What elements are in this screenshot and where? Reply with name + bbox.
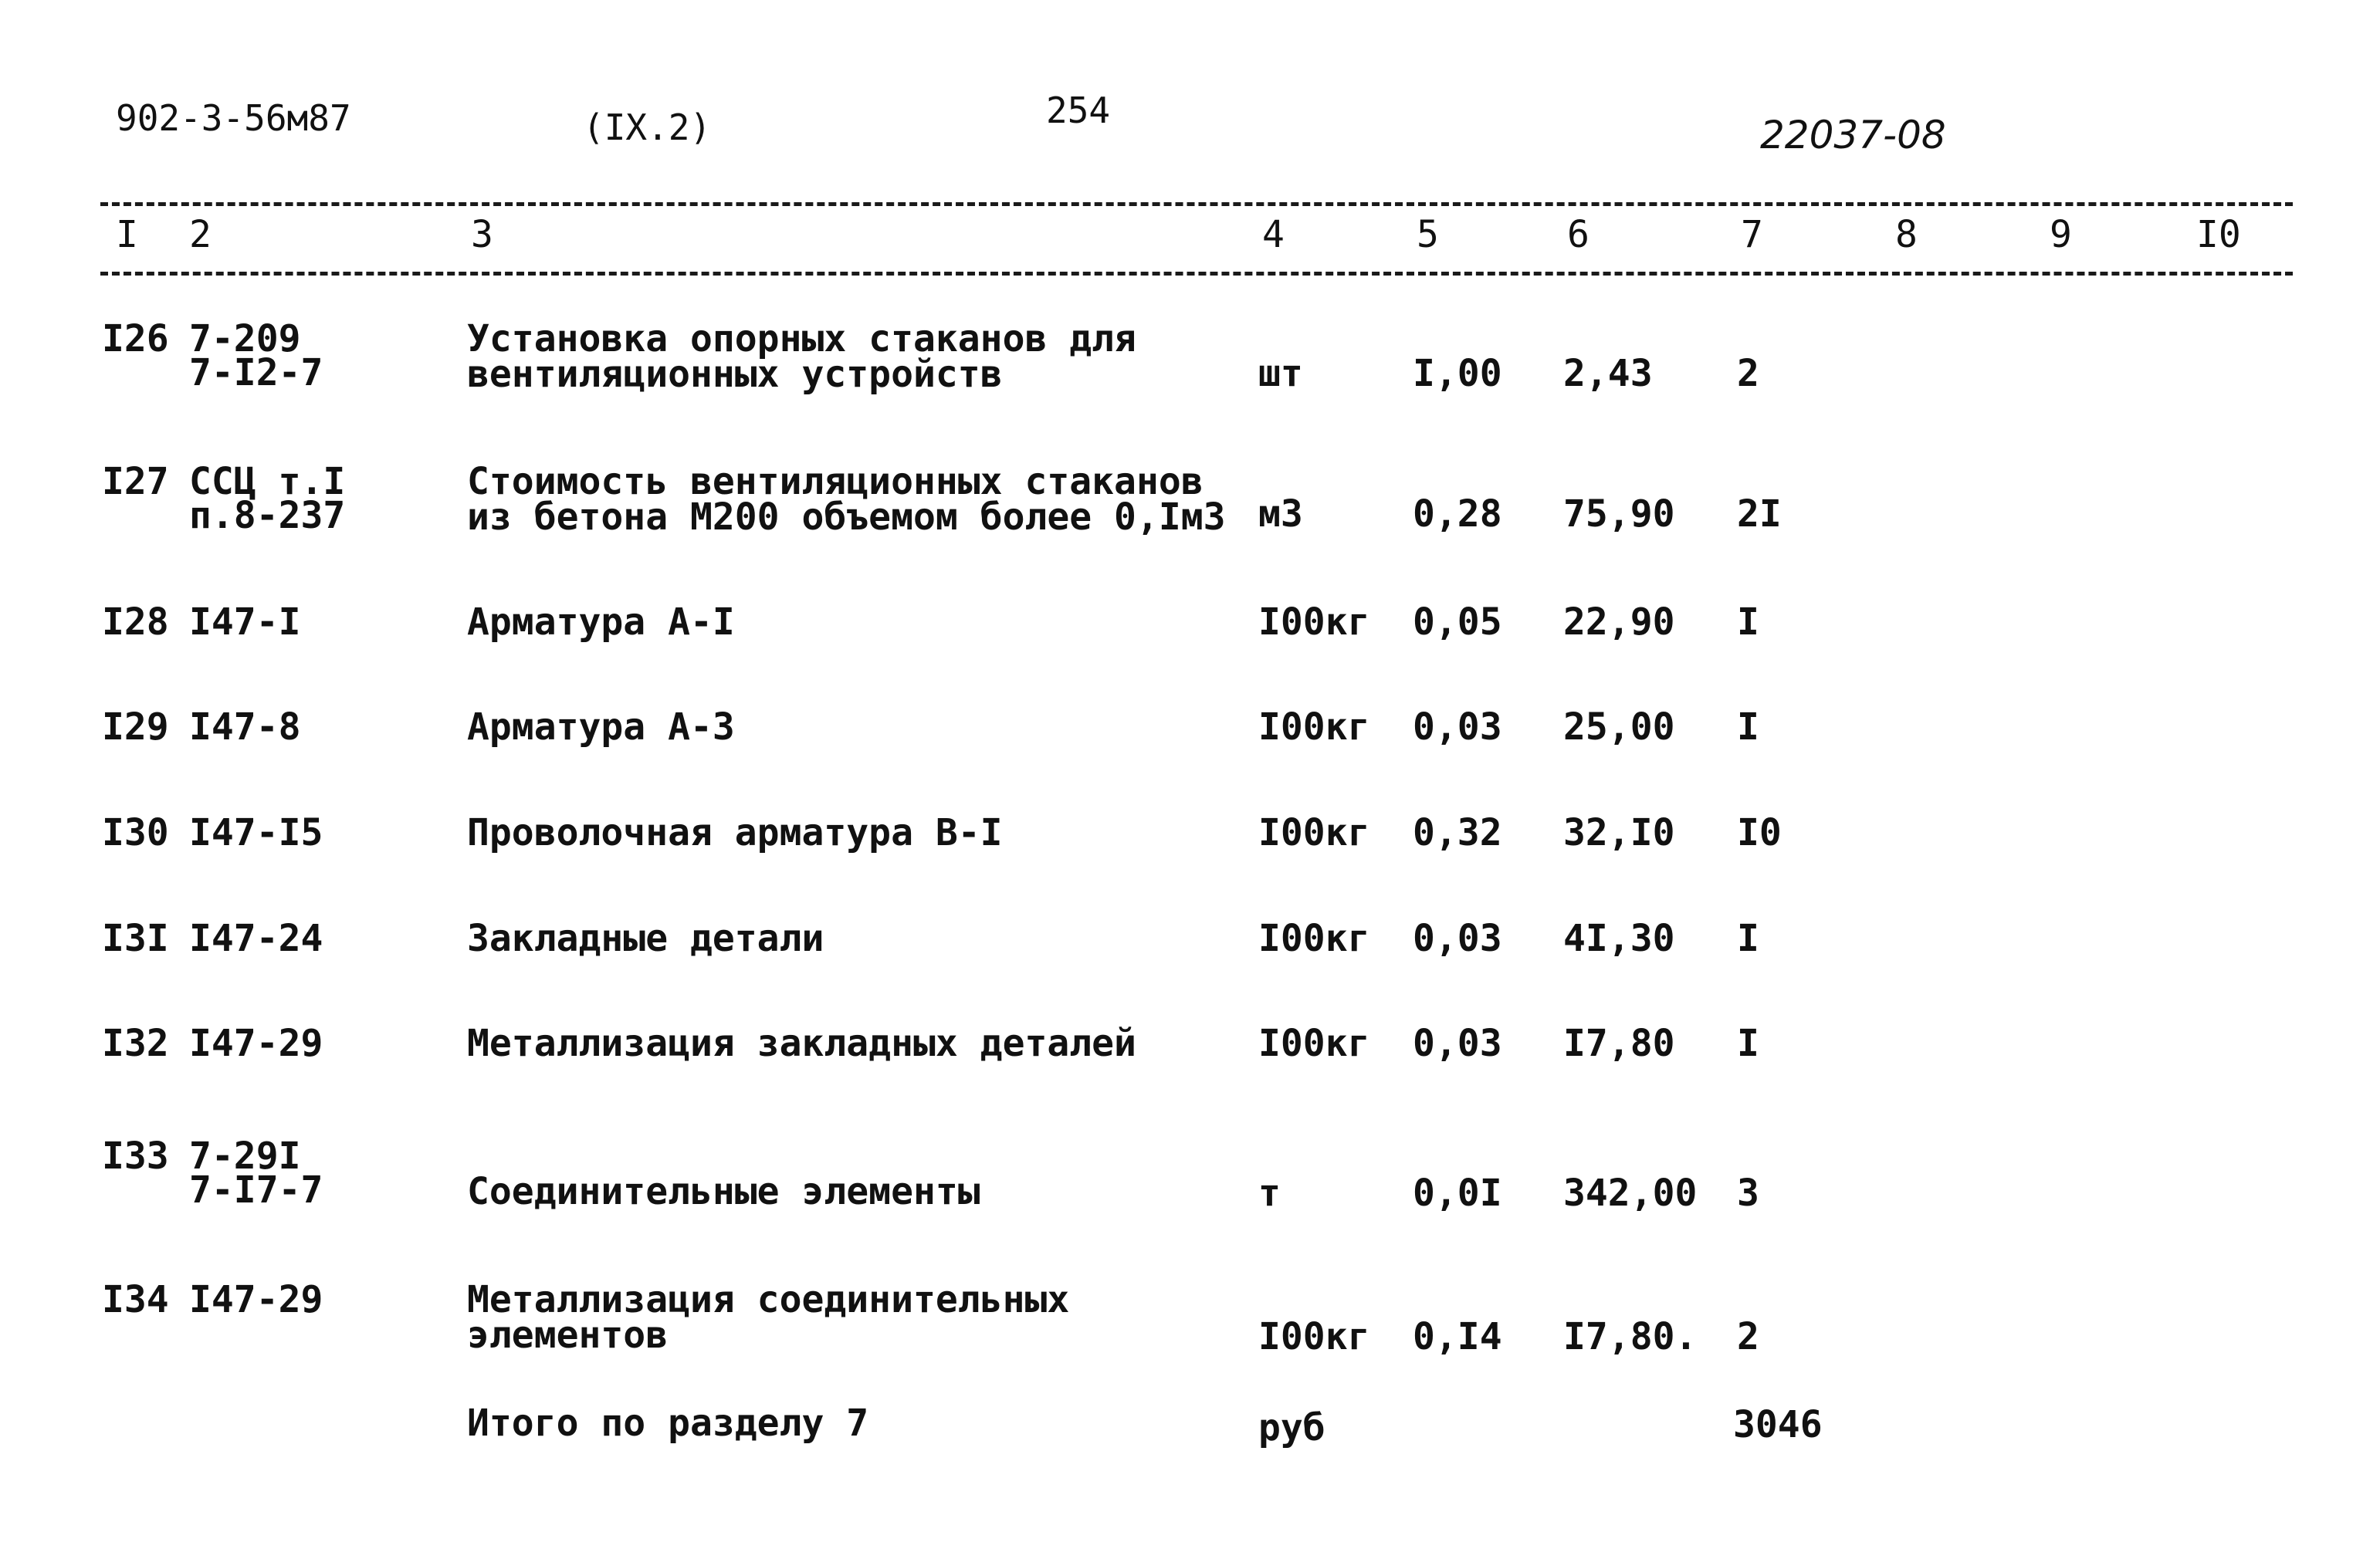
row-code: ССЦ т.I [189,460,346,503]
summary-total: 3046 [1733,1403,1823,1446]
column-number: I0 [2196,213,2241,256]
row-description: Стоимость вентиляционных стаканов [467,460,1204,503]
row-quantity: 0,03 [1413,705,1502,749]
row-unit-price: 2,43 [1563,352,1653,395]
column-number: 2 [189,213,212,256]
row-unit-price: I7,80. [1563,1315,1698,1358]
row-quantity: 0,03 [1413,917,1502,960]
row-unit: I00кг [1258,705,1370,749]
row-code: 7-209 [189,317,301,360]
row-description: Арматура А-3 [467,705,735,749]
summary-label: Итого по разделу 7 [467,1402,869,1445]
row-unit-price: 342,00 [1563,1172,1698,1215]
row-number: I30 [102,811,169,854]
row-quantity: I,00 [1413,352,1502,395]
registration-number: 22037-08 [1760,113,1946,157]
row-unit: м3 [1258,492,1303,536]
row-unit: т [1258,1172,1281,1215]
row-description: Металлизация закладных деталей [467,1022,1136,1065]
row-code: I47-24 [189,917,323,960]
column-number: 7 [1741,213,1763,256]
row-number: I3I [102,917,169,960]
row-description-cont: Соединительные элементы [467,1170,980,1213]
document-code: 902-3-56м87 [116,97,351,139]
column-number: 6 [1567,213,1589,256]
row-code: I47-I5 [189,811,323,854]
row-unit-price: 75,90 [1563,492,1675,536]
column-number: 5 [1417,213,1439,256]
row-quantity: 0,03 [1413,1022,1502,1065]
row-description-cont: вентиляционных устройств [467,353,1003,396]
row-total: 2I [1737,492,1782,536]
column-number: 9 [2050,213,2072,256]
row-total: I [1737,600,1759,644]
row-unit: I00кг [1258,1315,1370,1358]
column-number: 4 [1262,213,1285,256]
row-quantity: 0,05 [1413,600,1502,644]
row-total: 2 [1737,352,1759,395]
row-code-secondary: 7-I7-7 [189,1169,323,1212]
row-number: I33 [102,1135,169,1178]
row-unit: I00кг [1258,811,1370,854]
row-number: I34 [102,1278,169,1321]
row-quantity: 0,I4 [1413,1315,1502,1358]
row-code: I47-I [189,600,301,644]
row-unit: шт [1258,352,1303,395]
header-top-rule [100,202,2293,206]
row-total: I [1737,917,1759,960]
row-number: I32 [102,1022,169,1065]
row-description: Установка опорных стаканов для [467,317,1136,360]
column-number: 3 [471,213,493,256]
row-description: Проволочная арматура В-I [467,811,1003,854]
row-code: I47-8 [189,705,301,749]
row-unit-price: 4I,30 [1563,917,1675,960]
page-number: 254 [1046,90,1111,131]
row-code: I47-29 [189,1278,323,1321]
row-description: Арматура А-I [467,600,735,644]
row-total: I [1737,1022,1759,1065]
summary-unit: руб [1258,1406,1325,1449]
section-label: (IX.2) [583,107,712,148]
row-code: 7-29I [189,1135,301,1178]
row-number: I29 [102,705,169,749]
row-unit: I00кг [1258,600,1370,644]
row-code-secondary: 7-I2-7 [189,351,323,394]
row-description-cont: элементов [467,1314,669,1357]
column-number: I [116,213,138,256]
header-bottom-rule [100,272,2293,276]
row-code: I47-29 [189,1022,323,1065]
row-unit: I00кг [1258,1022,1370,1065]
row-description-cont: из бетона М200 объемом более 0,Iм3 [467,495,1226,539]
row-quantity: 0,0I [1413,1172,1502,1215]
row-number: I28 [102,600,169,644]
row-description: Закладные детали [467,917,824,960]
row-unit-price: 22,90 [1563,600,1675,644]
row-description: Металлизация соединительных [467,1278,1070,1321]
row-unit-price: I7,80 [1563,1022,1675,1065]
row-total: I [1737,705,1759,749]
row-quantity: 0,32 [1413,811,1502,854]
column-number: 8 [1895,213,1918,256]
row-unit-price: 25,00 [1563,705,1675,749]
row-code-secondary: п.8-237 [189,494,346,537]
row-total: 3 [1737,1172,1759,1215]
row-unit: I00кг [1258,917,1370,960]
row-number: I27 [102,460,169,503]
row-unit-price: 32,I0 [1563,811,1675,854]
row-quantity: 0,28 [1413,492,1502,536]
row-total: I0 [1737,811,1782,854]
row-number: I26 [102,317,169,360]
row-total: 2 [1737,1315,1759,1358]
